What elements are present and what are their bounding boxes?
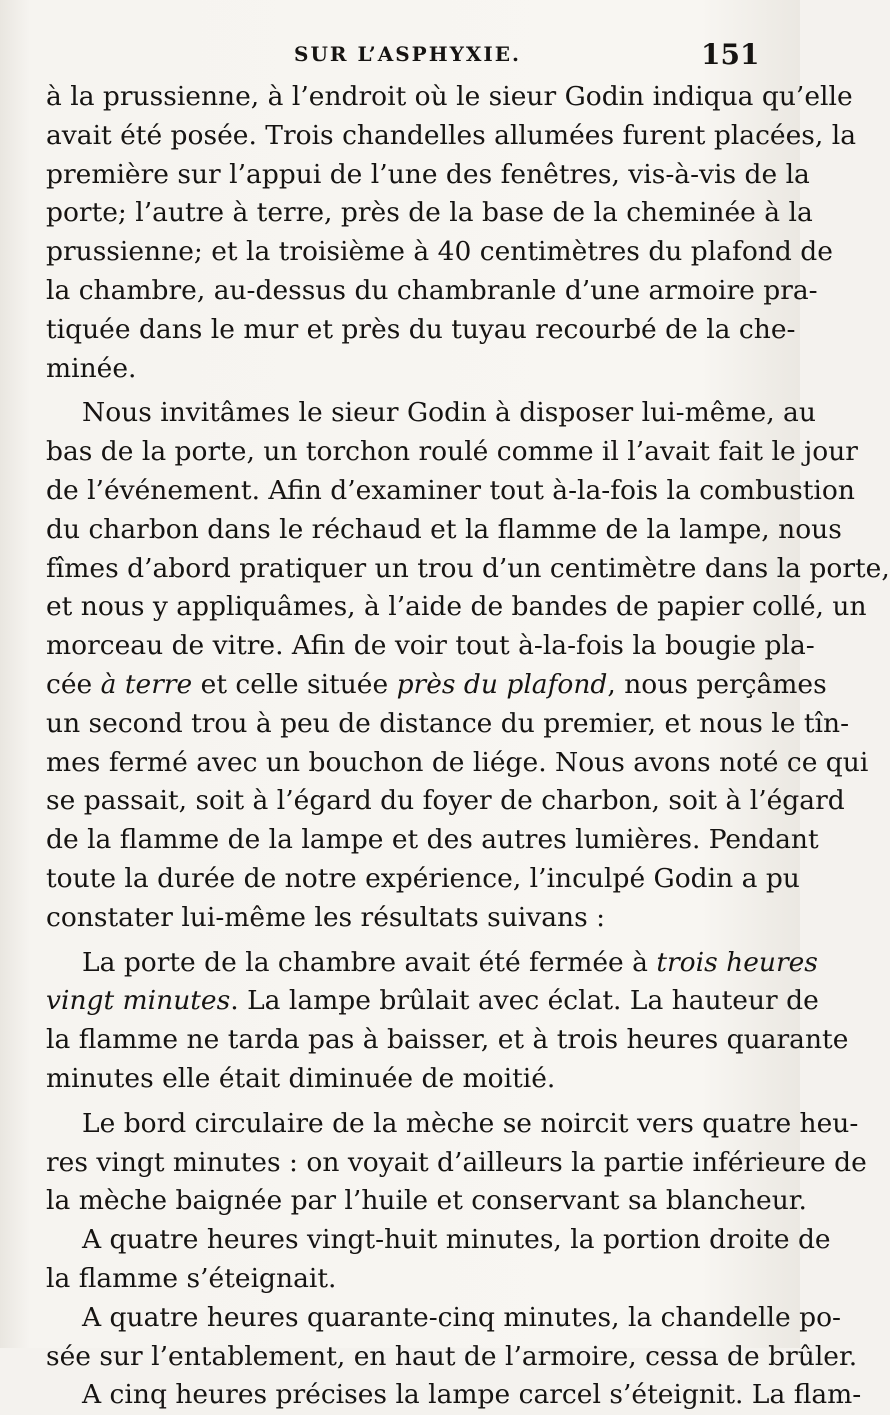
text-line: avait été posée. Trois chandelles allumées furent placées, la [46,119,857,151]
text-line: à la prussienne, à l’endroit où le sieur Godin indiqua qu’elle [46,81,853,112]
text-line: A cinq heures précises la lampe carcel s’éteignit. La flam- [82,1379,862,1411]
text-line: de la flamme de la lampe et des autres lumières. Pendant [46,824,819,856]
text-line: cée à terre et celle située près du plafond, nous perçâmes [46,668,827,700]
text-line: fîmes d’abord pratiquer un trou d’un centimètre dans la porte, [46,552,890,584]
text-line: toute la durée de notre expérience, l’inculpé Godin a pu [46,862,800,894]
text-line: bas de la porte, un torchon roulé comme il l’avait fait le jour [46,436,858,468]
text-line: A quatre heures quarante-cinq minutes, la chandelle po- [82,1301,841,1333]
text-line: la flamme ne tarda pas à baisser, et à trois heures quarante [46,1024,849,1056]
text-line: res vingt minutes : on voyait d’ailleurs la partie inférieure de [46,1146,867,1178]
text-line: un second trou à peu de distance du premier, et nous le tîn- [46,707,850,739]
running-head: SUR L’ASPHYXIE. [294,42,521,66]
text-line: prussienne; et la troisième à 40 centimètres du plafond de [46,236,833,268]
text-line: La porte de la chambre avait été fermée à trois heures [82,946,818,978]
page-number: 151 [701,38,760,71]
page-header [0,38,800,78]
text-line: tiquée dans le mur et près du tuyau recourbé de la che- [46,313,796,345]
text-line: et nous y appliquâmes, à l’aide de bandes de papier collé, un [46,591,867,623]
text-line: du charbon dans le réchaud et la flamme de la lampe, nous [46,513,842,545]
text-line: Nous invitâmes le sieur Godin à disposer lui-même, au [82,397,816,429]
text-line: minutes elle était diminuée de moitié. [46,1062,556,1094]
text-line: constater lui-même les résultats suivans : [46,901,606,933]
text-line: vingt minutes. La lampe brûlait avec éclat. La hauteur de [46,985,819,1017]
text-line: mes fermé avec un bouchon de liége. Nous avons noté ce qui [46,746,869,778]
text-line: Le bord circulaire de la mèche se noircit vers quatre heu- [82,1107,859,1139]
text-line: de l’événement. Afin d’examiner tout à-la-fois la combustion [46,474,855,506]
text-line: première sur l’appui de l’une des fenêtres, vis-à-vis de la [46,158,810,190]
text-line: se passait, soit à l’égard du foyer de charbon, soit à l’égard [46,785,845,817]
text-line: la mèche baignée par l’huile et conservant sa blancheur. [46,1185,807,1217]
text-line: minée. [46,352,137,384]
text-line: A quatre heures vingt-huit minutes, la portion droite de [82,1224,831,1256]
text-line: sée sur l’entablement, en haut de l’armoire, cessa de brûler. [46,1340,858,1372]
text-line: porte; l’autre à terre, près de la base de la cheminée à la [46,197,813,229]
body-text [46,78,890,1415]
text-line: morceau de vitre. Afin de voir tout à-la-fois la bougie pla- [46,630,815,662]
text-line: la chambre, au-dessus du chambranle d’une armoire pra- [46,274,818,306]
text-line: la flamme s’éteignait. [46,1262,337,1294]
